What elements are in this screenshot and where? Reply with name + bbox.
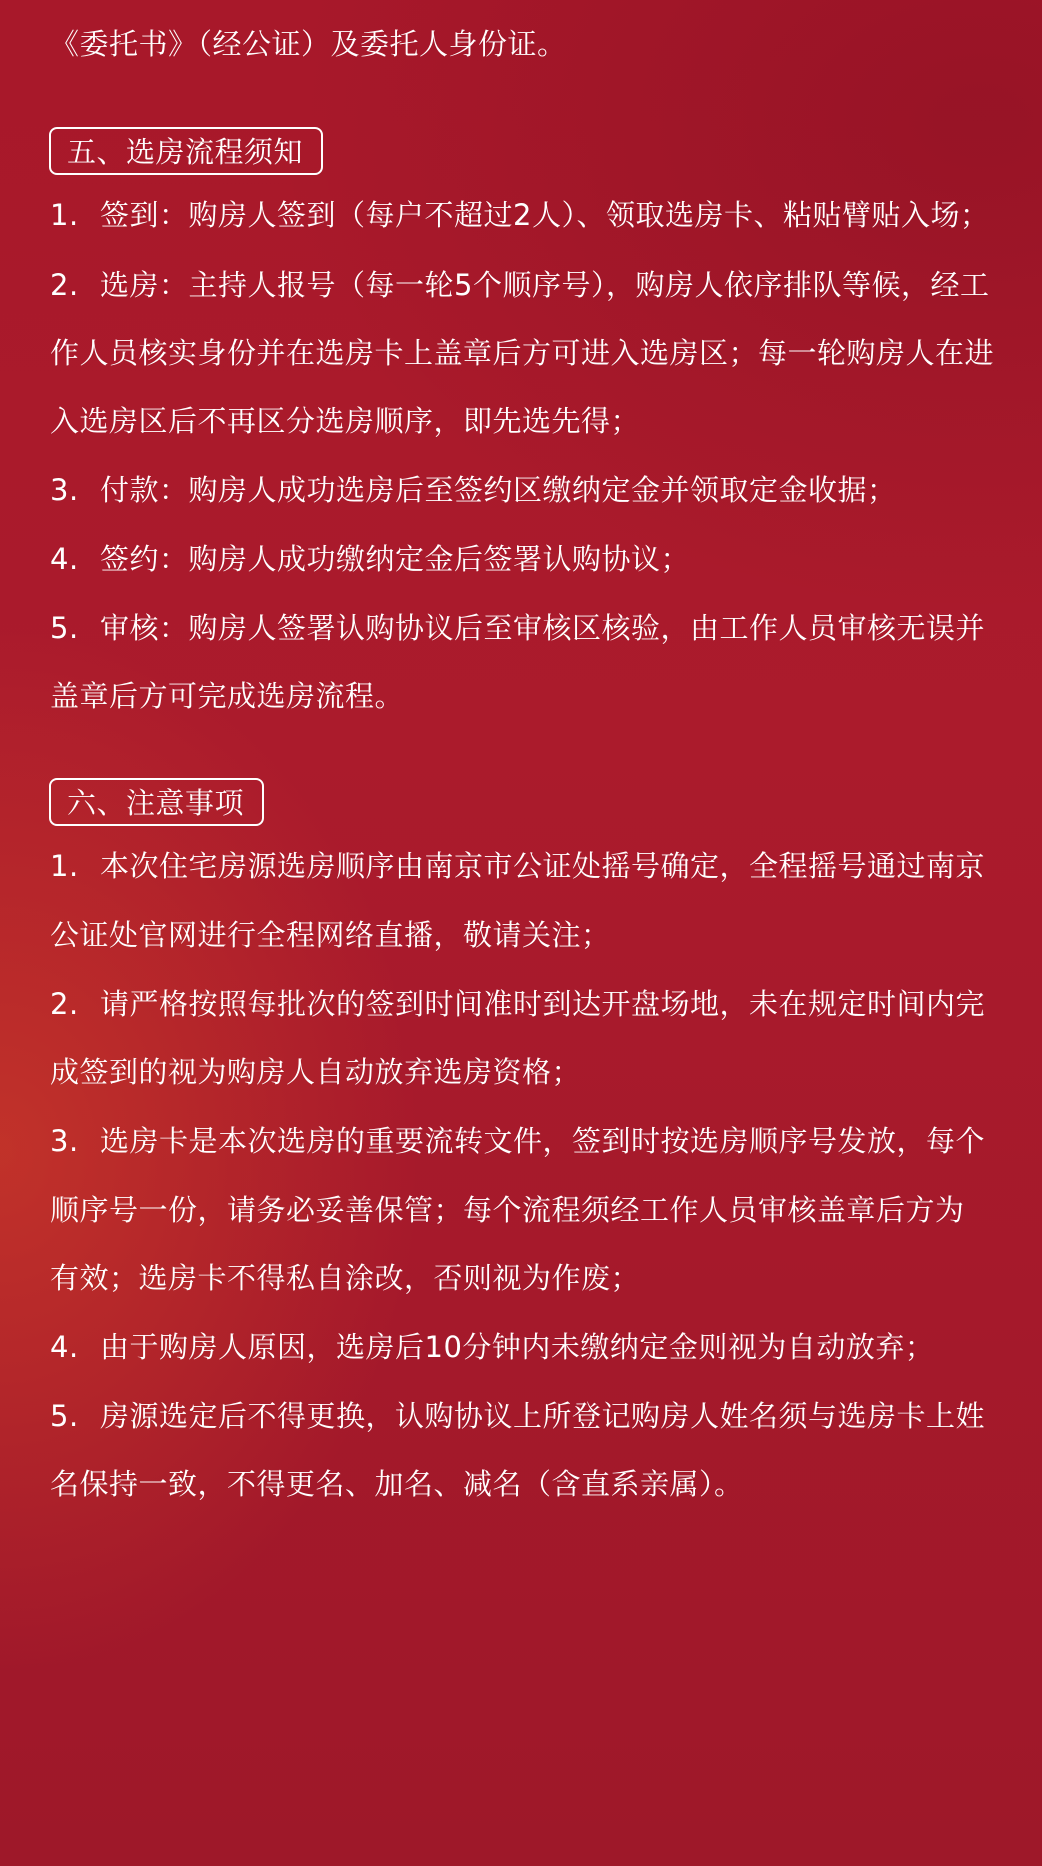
s6-item-3-line-3: 有效；选房卡不得私自涂改，否则视为作废； — [50, 1261, 641, 1295]
s6-item-5-num: 5. — [50, 1399, 79, 1433]
s5-item-2-line-3: 入选房区后不再区分选房顺序，即先选先得； — [50, 404, 641, 438]
s6-item-1 — [50, 846, 985, 886]
s6-item-1-num: 1. — [50, 849, 79, 883]
section-5-title: 五、选房流程须知 — [49, 127, 323, 175]
s5-item-5-line-2: 盖章后方可完成选房流程。 — [50, 679, 405, 713]
s6-item-2 — [50, 984, 985, 1024]
s5-item-5-num: 5. — [50, 611, 79, 645]
s5-item-3-num: 3. — [50, 473, 79, 507]
s6-item-3-line-1: 选房卡是本次选房的重要流转文件，签到时按选房顺序号发放，每个 — [100, 1124, 986, 1158]
s5-item-2-line-2: 作人员核实身份并在选房卡上盖章后方可进入选房区；每一轮购房人在进 — [50, 336, 995, 370]
s5-item-1-line-1: 签到：购房人签到（每户不超过2人）、领取选房卡、粘贴臂贴入场； — [100, 198, 990, 232]
s6-item-5-line-2: 名保持一致，不得更名、加名、减名（含直系亲属）。 — [50, 1467, 744, 1501]
s5-item-1 — [50, 195, 989, 235]
s6-item-1-line-2: 公证处官网进行全程网络直播，敬请关注； — [50, 918, 611, 952]
s6-item-3 — [50, 1121, 985, 1161]
s5-item-3 — [50, 470, 897, 510]
s6-item-3-line-2: 顺序号一份，请务必妥善保管；每个流程须经工作人员审核盖章后方为 — [50, 1193, 965, 1227]
s5-item-2-line-1: 选房：主持人报号（每一轮5个顺序号），购房人依序排队等候，经工 — [100, 268, 990, 302]
s6-item-2-num: 2. — [50, 987, 79, 1021]
s6-item-2-line-1: 请严格按照每批次的签到时间准时到达开盘场地，未在规定时间内完 — [100, 987, 986, 1021]
s6-item-2-line-2: 成签到的视为购房人自动放弃选房资格； — [50, 1055, 582, 1089]
section-6-title: 六、注意事项 — [49, 778, 264, 826]
s6-item-5 — [50, 1396, 985, 1436]
s5-item-2 — [50, 265, 989, 305]
s5-item-1-num: 1. — [50, 198, 79, 232]
s6-item-4 — [50, 1327, 934, 1367]
s5-item-4-line-1: 签约：购房人成功缴纳定金后签署认购协议； — [100, 542, 691, 576]
s5-item-3-line-1: 付款：购房人成功选房后至签约区缴纳定金并领取定金收据； — [100, 473, 897, 507]
s6-item-3-num: 3. — [50, 1124, 79, 1158]
s6-item-5-line-1: 房源选定后不得更换，认购协议上所登记购房人姓名须与选房卡上姓 — [100, 1399, 986, 1433]
s5-item-4 — [50, 539, 690, 579]
s6-item-4-num: 4. — [50, 1330, 79, 1364]
s5-item-5 — [50, 608, 985, 648]
s5-item-4-num: 4. — [50, 542, 79, 576]
s6-item-4-line-1: 由于购房人原因，选房后10分钟内未缴纳定金则视为自动放弃； — [100, 1330, 935, 1364]
s5-item-2-num: 2. — [50, 268, 79, 302]
intro-line: 《委托书》（经公证）及委托人身份证。 — [50, 27, 567, 61]
s6-item-1-line-1: 本次住宅房源选房顺序由南京市公证处摇号确定，全程摇号通过南京 — [100, 849, 986, 883]
s5-item-5-line-1: 审核：购房人签署认购协议后至审核区核验，由工作人员审核无误并 — [100, 611, 986, 645]
